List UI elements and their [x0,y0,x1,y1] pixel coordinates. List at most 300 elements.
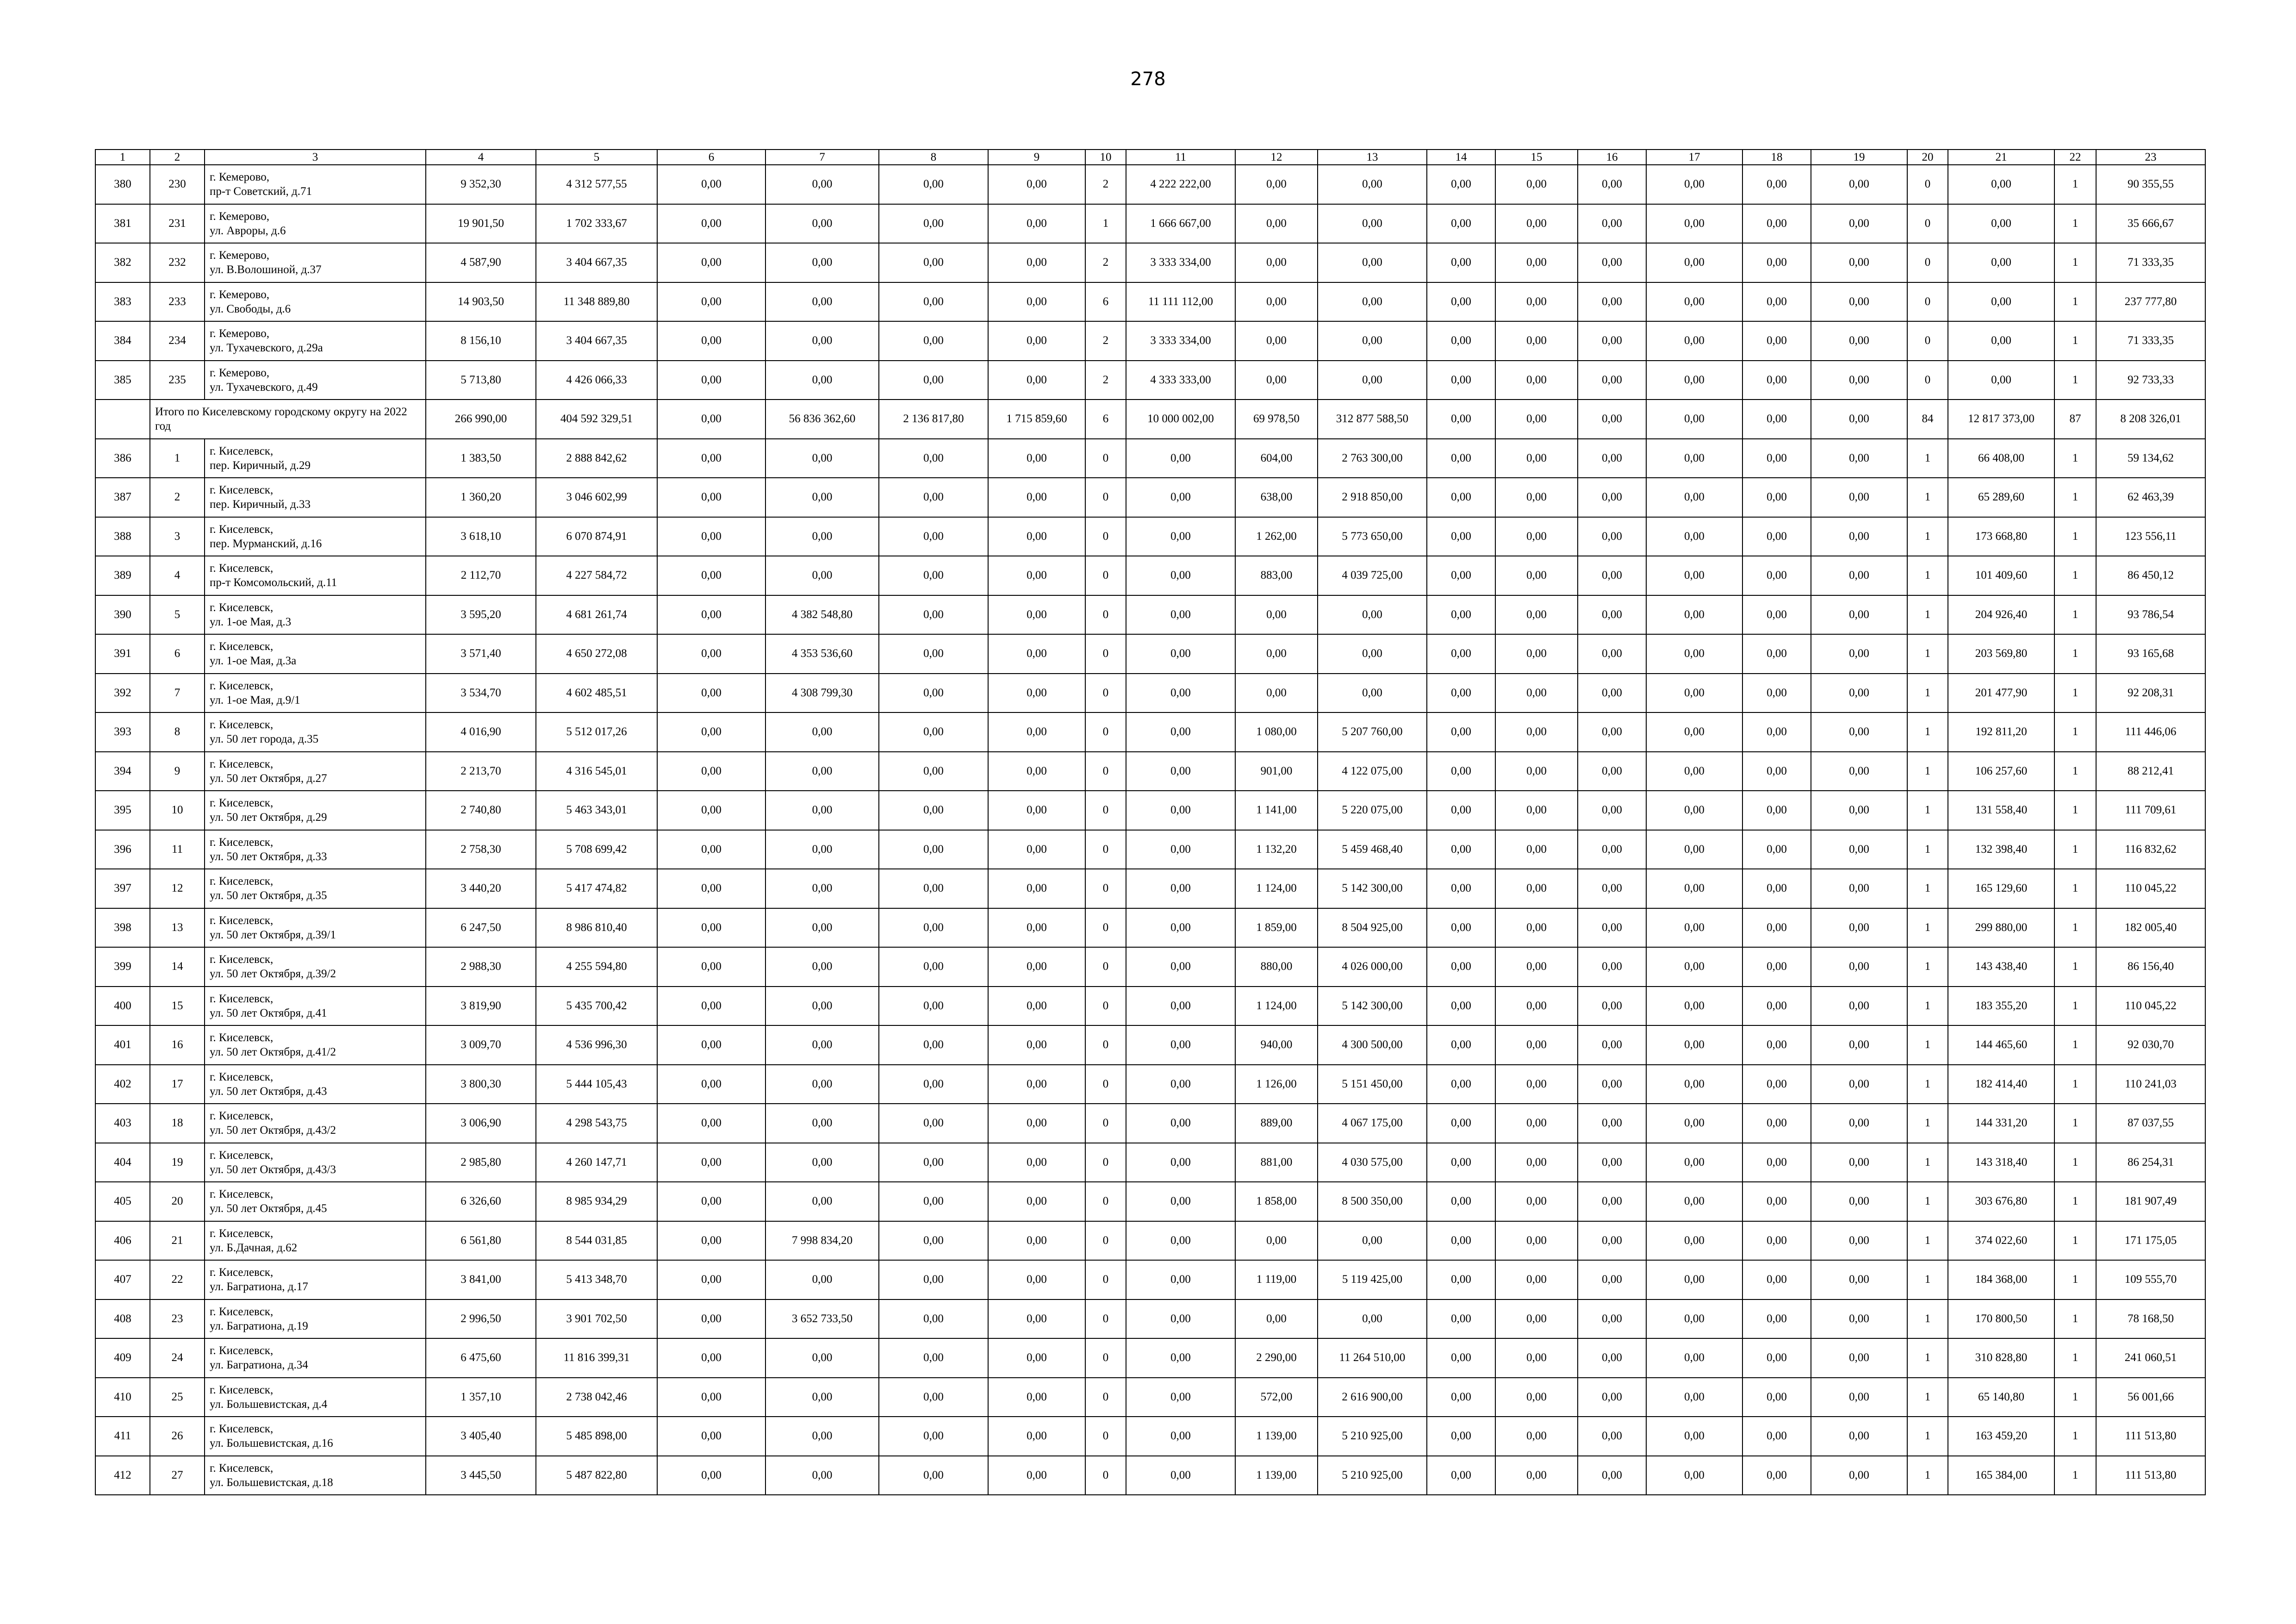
address-city: г. Киселевск, [210,953,274,966]
table-cell: 4 039 725,00 [1318,556,1427,595]
table-cell: 0,00 [765,556,879,595]
table-cell: 25 [150,1378,205,1417]
table-cell: 0,00 [1427,1143,1495,1182]
address-street: ул. 50 лет Октября, д.45 [210,1202,327,1215]
column-header: 14 [1427,150,1495,165]
table-cell: 0,00 [1742,595,1811,635]
table-cell: 0,00 [1427,634,1495,674]
address-cell [205,674,426,713]
table-cell: 0,00 [1742,1221,1811,1261]
table-cell: 0,00 [1646,634,1742,674]
table-cell: 0,00 [1126,1182,1235,1221]
table-cell: 92 208,31 [2096,674,2205,713]
table-cell: 0,00 [1427,282,1495,322]
table-cell: 5 207 760,00 [1318,712,1427,752]
table-cell: 0,00 [1811,1378,1907,1417]
table-cell: 1 [1907,1378,1948,1417]
table-cell: 4 067 175,00 [1318,1104,1427,1143]
table-cell: 0,00 [657,791,765,830]
table-cell: 0 [1907,282,1948,322]
table-cell: 3 841,00 [426,1260,536,1299]
address-cell [205,830,426,869]
address-street: ул. Багратиона, д.34 [210,1359,308,1372]
table-cell: 0,00 [1495,830,1578,869]
table-cell: 940,00 [1235,1025,1318,1065]
address-city: г. Киселевск, [210,1266,274,1279]
table-cell: 232 [150,243,205,282]
table-cell: 0,00 [657,1025,765,1065]
table-cell: 0,00 [1126,830,1235,869]
address-cell [205,1338,426,1378]
table-cell: 0,00 [988,791,1085,830]
column-header: 10 [1085,150,1126,165]
table-cell: 0 [1085,987,1126,1026]
table-cell: 0,00 [1578,165,1646,204]
column-header: 2 [150,150,205,165]
table-cell: 4 222 222,00 [1126,165,1235,204]
table-cell: 14 [150,947,205,987]
table-cell: 389 [95,556,150,595]
table-cell: 10 000 002,00 [1126,400,1235,439]
table-cell: 0,00 [1495,204,1578,244]
table-cell: 1 [2054,1417,2096,1456]
table-cell: 0,00 [1578,478,1646,517]
table-row [95,1143,2205,1182]
table-cell: 11 816 399,31 [536,1338,657,1378]
address-city: г. Кемерово, [210,288,270,301]
address-city: г. Киселевск, [210,836,274,849]
table-cell: 0,00 [1646,908,1742,948]
table-cell: 0,00 [765,1338,879,1378]
table-cell: 0,00 [1742,204,1811,244]
table-row [95,439,2205,478]
table-cell: 0,00 [1235,361,1318,400]
table-cell: 0,00 [657,478,765,517]
table-cell: 69 978,50 [1235,400,1318,439]
table-cell: 1 [1907,634,1948,674]
address-city: г. Киселевск, [210,1149,274,1162]
table-cell: 0,00 [1578,712,1646,752]
address-cell [205,1025,426,1065]
table-cell: 0,00 [657,243,765,282]
table-cell: 1 [1907,517,1948,556]
table-cell: 1 [2054,478,2096,517]
table-cell: 0,00 [1126,634,1235,674]
table-cell: 0,00 [1495,1378,1578,1417]
table-cell: 0 [1085,830,1126,869]
table-cell: 0,00 [1578,1065,1646,1104]
table-cell: 0,00 [1811,830,1907,869]
address-cell [205,439,426,478]
table-cell: 1 [2054,517,2096,556]
table-cell: 0,00 [1578,869,1646,908]
address-street: пр-т Комсомольский, д.11 [210,576,337,589]
table-cell: 7 998 834,20 [765,1221,879,1261]
table-cell: 4 260 147,71 [536,1143,657,1182]
table-cell: 0,00 [988,752,1085,791]
table-cell: 1 080,00 [1235,712,1318,752]
table-cell: 0,00 [657,361,765,400]
table-row [95,321,2205,361]
column-header: 21 [1948,150,2054,165]
address-street: ул. 1-ое Мая, д.9/1 [210,693,300,706]
table-cell: 3 [150,517,205,556]
table-cell: 1 [1907,1143,1948,1182]
address-city: г. Киселевск, [210,1462,274,1474]
address-city: г. Киселевск, [210,1227,274,1240]
address-city: г. Киселевск, [210,718,274,731]
table-cell: 0,00 [1948,165,2054,204]
address-city: г. Киселевск, [210,1110,274,1123]
table-cell: 0,00 [1235,282,1318,322]
table-cell: 111 709,61 [2096,791,2205,830]
table-cell: 1 [2054,439,2096,478]
table-cell: 1 [1907,712,1948,752]
table-cell: 0,00 [879,321,988,361]
table-cell: 0 [1085,556,1126,595]
table-cell: 0,00 [988,1338,1085,1378]
table-cell: 0,00 [1742,1417,1811,1456]
table-cell: 0 [1085,674,1126,713]
table-cell: 0 [1085,1104,1126,1143]
table-cell: 0,00 [988,1417,1085,1456]
table-cell: 1 [2054,634,2096,674]
table-row [95,165,2205,204]
table-cell: 0,00 [1578,1260,1646,1299]
table-cell: 170 800,50 [1948,1299,2054,1339]
table-cell: 21 [150,1221,205,1261]
table-cell: 5 713,80 [426,361,536,400]
table-cell: 1 [2054,321,2096,361]
table-cell: 0,00 [1427,1338,1495,1378]
table-cell: 0,00 [657,1104,765,1143]
address-cell [205,752,426,791]
table-cell: 0,00 [1811,634,1907,674]
table-cell: 0,00 [1646,1104,1742,1143]
table-cell: 393 [95,712,150,752]
table-cell: 1 [1907,791,1948,830]
table-cell: 4 300 500,00 [1318,1025,1427,1065]
table-cell: 0,00 [1126,517,1235,556]
table-cell: 0,00 [1495,1104,1578,1143]
table-cell: 5 512 017,26 [536,712,657,752]
table-cell: 0,00 [1811,1182,1907,1221]
table-cell: 0,00 [1427,1417,1495,1456]
table-cell: 20 [150,1182,205,1221]
table-cell: 0,00 [765,204,879,244]
table-cell: 0,00 [988,1378,1085,1417]
table-cell: 3 800,30 [426,1065,536,1104]
table-cell: 397 [95,869,150,908]
table-cell: 0,00 [1811,1260,1907,1299]
table-cell: 0,00 [765,1260,879,1299]
table-cell: 86 254,31 [2096,1143,2205,1182]
table-cell: 0,00 [1811,478,1907,517]
table-cell: 87 [2054,400,2096,439]
table-cell: 0,00 [879,1260,988,1299]
address-cell [205,1104,426,1143]
table-cell: 8 [150,712,205,752]
table-cell: 111 446,06 [2096,712,2205,752]
column-header: 6 [657,150,765,165]
table-cell: 0,00 [988,634,1085,674]
table-cell: 0,00 [1811,947,1907,987]
table-cell: 11 264 510,00 [1318,1338,1427,1378]
table-cell: 1 [1907,1025,1948,1065]
table-cell: 0,00 [1427,1104,1495,1143]
address-city: г. Киселевск, [210,562,274,575]
table-cell: 1 [2054,1182,2096,1221]
table-cell: 0,00 [1427,556,1495,595]
table-cell: 24 [150,1338,205,1378]
table-cell: 0,00 [1126,1378,1235,1417]
table-cell: 0,00 [1126,1338,1235,1378]
address-city: г. Киселевск, [210,875,274,888]
column-header: 17 [1646,150,1742,165]
table-cell: 0,00 [1578,947,1646,987]
table-cell: 0,00 [1578,674,1646,713]
table-cell: 1 [1907,1338,1948,1378]
table-cell: 0,00 [988,1143,1085,1182]
table-cell: 0,00 [1811,712,1907,752]
table-cell: 6 [1085,400,1126,439]
table-cell: 0,00 [657,674,765,713]
address-cell [205,1456,426,1495]
table-cell: 65 140,80 [1948,1378,2054,1417]
table-cell: 0,00 [1495,1065,1578,1104]
table-cell: 1 [2054,1338,2096,1378]
table-cell: 0,00 [765,243,879,282]
table-row [95,595,2205,635]
table-cell: 0,00 [765,791,879,830]
table-cell: 0,00 [1578,595,1646,635]
table-cell: 0,00 [1811,1104,1907,1143]
table-cell: 4 333 333,00 [1126,361,1235,400]
address-street: ул. Большевистская, д.16 [210,1437,333,1450]
table-cell: 1 [2054,595,2096,635]
column-header: 18 [1742,150,1811,165]
table-cell: 0,00 [1126,1025,1235,1065]
table-cell: 382 [95,243,150,282]
table-cell: 0,00 [1126,908,1235,948]
table-cell: 1 [2054,908,2096,948]
address-city: г. Киселевск, [210,640,274,653]
table-cell: 409 [95,1338,150,1378]
table-cell: 4 353 536,60 [765,634,879,674]
table-cell: 0,00 [1427,1182,1495,1221]
table-cell: 5 487 822,80 [536,1456,657,1495]
table-cell: 0,00 [1578,830,1646,869]
table-cell: 0,00 [879,947,988,987]
table-cell: 0,00 [879,634,988,674]
address-cell [205,321,426,361]
address-street: ул. В.Волошиной, д.37 [210,263,322,276]
table-cell: 0,00 [879,1104,988,1143]
table-cell: 0,00 [657,165,765,204]
table-cell: 0,00 [765,1417,879,1456]
address-cell [205,556,426,595]
table-cell: 1 139,00 [1235,1456,1318,1495]
table-cell: 1 [2054,987,2096,1026]
table-cell: 0,00 [1578,1338,1646,1378]
table-cell: 1 [2054,1025,2096,1065]
table-cell: 111 513,80 [2096,1417,2205,1456]
table-cell: 4 681 261,74 [536,595,657,635]
table-cell: 3 006,90 [426,1104,536,1143]
table-cell: 8 156,10 [426,321,536,361]
table-cell: 1 [1907,947,1948,987]
table-cell: 92 030,70 [2096,1025,2205,1065]
table-cell: 0,00 [1646,830,1742,869]
table-cell: 0,00 [879,830,988,869]
table-cell: 889,00 [1235,1104,1318,1143]
table-cell: 4 227 584,72 [536,556,657,595]
table-cell: 0,00 [1742,517,1811,556]
table-cell: 0,00 [1811,1417,1907,1456]
table-cell: 0,00 [657,1378,765,1417]
table-cell: 0,00 [988,1182,1085,1221]
address-city: г. Киселевск, [210,797,274,810]
table-cell: 401 [95,1025,150,1065]
table-cell: 173 668,80 [1948,517,2054,556]
table-cell: 0,00 [1811,1143,1907,1182]
table-cell: 0,00 [1742,1378,1811,1417]
table-cell: 0,00 [988,1260,1085,1299]
table-cell: 0,00 [1495,791,1578,830]
table-cell: 2 996,50 [426,1299,536,1339]
table-cell: 3 445,50 [426,1456,536,1495]
table-cell: 8 504 925,00 [1318,908,1427,948]
table-cell: 0,00 [1578,1456,1646,1495]
table-cell: 88 212,41 [2096,752,2205,791]
table-cell: 0,00 [1578,556,1646,595]
table-cell: 192 811,20 [1948,712,2054,752]
table-cell: 0,00 [988,165,1085,204]
address-street: ул. 50 лет Октября, д.39/1 [210,928,336,941]
address-city: г. Киселевск, [210,679,274,692]
address-cell [205,243,426,282]
table-cell: 241 060,51 [2096,1338,2205,1378]
table-cell: 1 859,00 [1235,908,1318,948]
table-cell: 0,00 [879,1143,988,1182]
table-cell: 374 022,60 [1948,1221,2054,1261]
table-cell: 0,00 [1742,1338,1811,1378]
table-cell: 0,00 [1427,674,1495,713]
address-street: ул. Свободы, д.6 [210,302,291,315]
table-cell: 0,00 [1318,595,1427,635]
table-cell: 0,00 [765,321,879,361]
table-cell: 0,00 [1948,361,2054,400]
table-row [95,1260,2205,1299]
column-number-row [95,150,2205,165]
table-cell: 0,00 [1427,400,1495,439]
table-cell: 380 [95,165,150,204]
table-cell: 2 888 842,62 [536,439,657,478]
table-cell: 0,00 [1235,595,1318,635]
column-header: 13 [1318,150,1427,165]
table-cell: 16 [150,1025,205,1065]
table-cell: 0,00 [1495,752,1578,791]
table-cell: 0,00 [1646,400,1742,439]
table-row [95,517,2205,556]
table-cell: 1 [2054,947,2096,987]
table-cell: 0,00 [1646,439,1742,478]
table-cell: 13 [150,908,205,948]
column-header: 15 [1495,150,1578,165]
table-cell: 299 880,00 [1948,908,2054,948]
table-cell: 2 [1085,321,1126,361]
table-cell: 0,00 [1578,1417,1646,1456]
address-cell [205,478,426,517]
table-cell: 1 [1907,1221,1948,1261]
table-cell: 6 561,80 [426,1221,536,1261]
table-cell: 0,00 [988,908,1085,948]
table-cell: 0,00 [1495,478,1578,517]
table-cell: 3 595,20 [426,595,536,635]
table-cell: 4 587,90 [426,243,536,282]
table-cell: 0,00 [1646,987,1742,1026]
address-cell [205,1260,426,1299]
table-cell: 392 [95,674,150,713]
table-cell: 2 616 900,00 [1318,1378,1427,1417]
table-cell: 78 168,50 [2096,1299,2205,1339]
table-cell: 1 [1907,1104,1948,1143]
table-cell: 3 534,70 [426,674,536,713]
table-cell: 0,00 [988,517,1085,556]
table-cell: 1 [1907,869,1948,908]
table-cell: 4 255 594,80 [536,947,657,987]
table-cell: 204 926,40 [1948,595,2054,635]
table-cell: 0,00 [1742,400,1811,439]
table-cell: 11 [150,830,205,869]
table-cell: 0,00 [879,712,988,752]
table-cell: 4 312 577,55 [536,165,657,204]
table-cell: 4 650 272,08 [536,634,657,674]
table-cell: 84 [1907,400,1948,439]
table-cell: 0,00 [1318,243,1427,282]
table-cell: 0,00 [765,908,879,948]
table-cell: 0,00 [1427,908,1495,948]
table-cell: 0,00 [1646,1025,1742,1065]
table-row [95,1182,2205,1221]
table-cell: 0,00 [1495,556,1578,595]
table-cell: 0,00 [1742,674,1811,713]
table-row [95,1221,2205,1261]
table-cell: 312 877 588,50 [1318,400,1427,439]
table-cell: 9 [150,752,205,791]
table-cell: 14 903,50 [426,282,536,322]
table-cell: 19 901,50 [426,204,536,244]
table-cell [95,400,150,439]
table-cell: 8 208 326,01 [2096,400,2205,439]
table-cell: 2 213,70 [426,752,536,791]
table-cell: 0,00 [657,1260,765,1299]
table-row [95,478,2205,517]
table-cell: 0,00 [1318,634,1427,674]
table-cell: 0,00 [1742,947,1811,987]
address-street: ул. 1-ое Мая, д.3а [210,655,297,668]
column-header: 9 [988,150,1085,165]
table-cell: 0,00 [1126,556,1235,595]
table-cell: 0,00 [1495,869,1578,908]
table-cell: 0,00 [1495,165,1578,204]
table-cell: 0,00 [1811,674,1907,713]
table-cell: 604,00 [1235,439,1318,478]
table-cell: 27 [150,1456,205,1495]
table-cell: 5 142 300,00 [1318,987,1427,1026]
table-row [95,1299,2205,1339]
address-street: ул. Б.Дачная, д.62 [210,1241,298,1254]
